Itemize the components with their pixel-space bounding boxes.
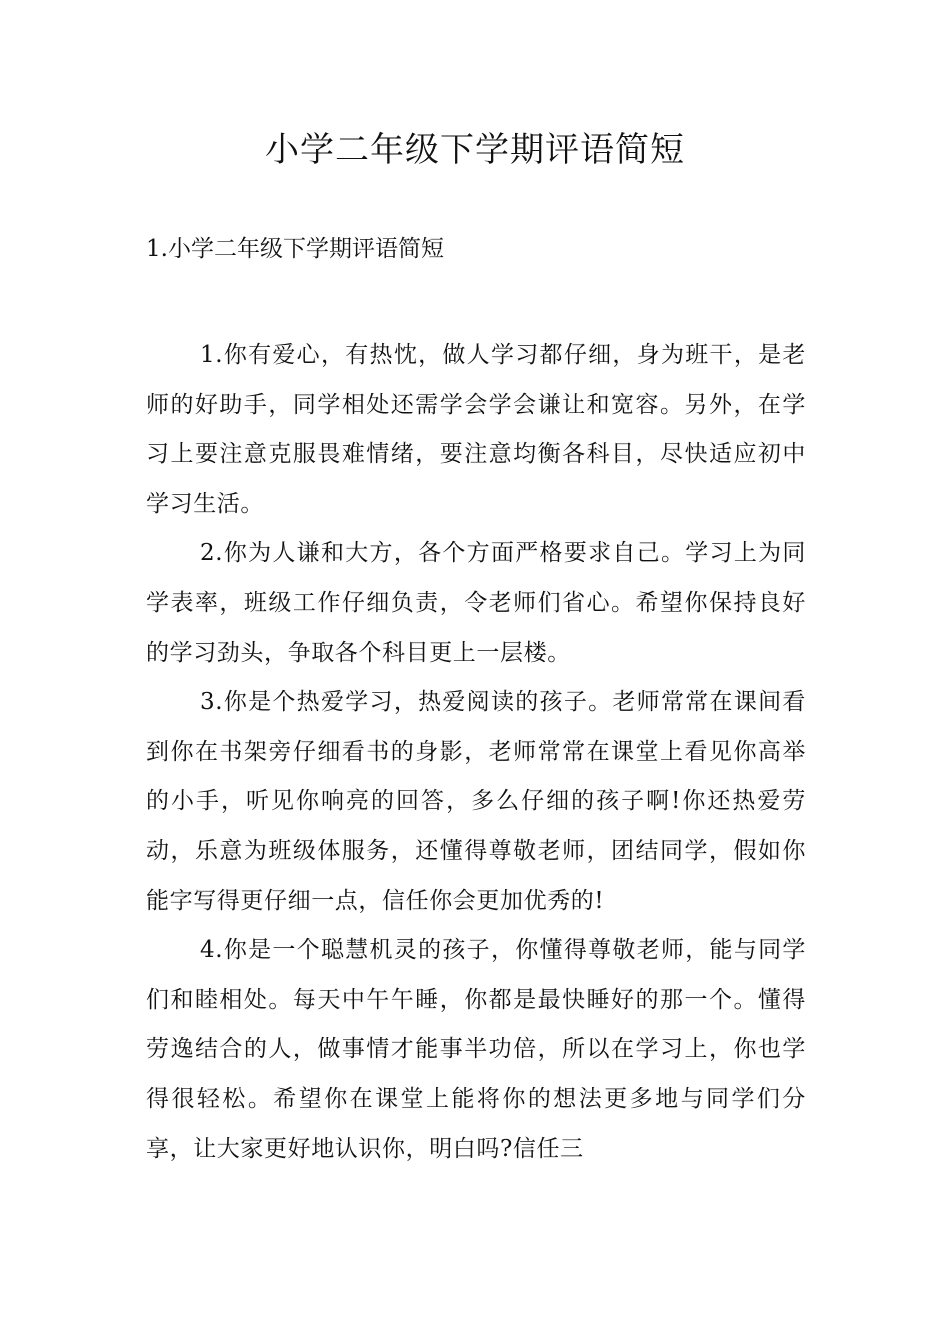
section-heading: 1.小学二年级下学期评语简短: [146, 236, 444, 262]
paragraph-1: 1.你有爱心，有热忱，做人学习都仔细，身为班干，是老师的好助手，同学相处还需学会学会谦让和宽容。另外，在学习上要注意克服畏难情绪，要注意均衡各科目，尽快适应初中学习生活。: [146, 342, 806, 517]
paragraph-3: 3.你是个热爱学习，热爱阅读的孩子。老师常常在课间看到你在书架旁仔细看书的身影，老师常常在课堂上看见你高举的小手，听见你响亮的回答，多么仔细的孩子啊!你还热爱劳动，乐意为班级体服务，还懂得尊敬老师，团结同学，假如你能字写得更仔细一点，信任你会更加优秀的!: [146, 689, 806, 914]
paragraph-4: 4.你是一个聪慧机灵的孩子，你懂得尊敬老师，能与同学们和睦相处。每天中午午睡，你都是最快睡好的那一个。懂得劳逸结合的人，做事情才能事半功倍，所以在学习上，你也学得很轻松。希望你在课堂上能将你的想法更多地与同学们分享，让大家更好地认识你，明白吗?信任三: [146, 937, 806, 1162]
document-body: [146, 331, 806, 1174]
document-title: 小学二年级下学期评语简短: [265, 130, 685, 170]
paragraph-2: 2.你为人谦和大方，各个方面严格要求自己。学习上为同学表率，班级工作仔细负责，令老师们省心。希望你保持良好的学习劲头，争取各个科目更上一层楼。: [146, 540, 806, 666]
